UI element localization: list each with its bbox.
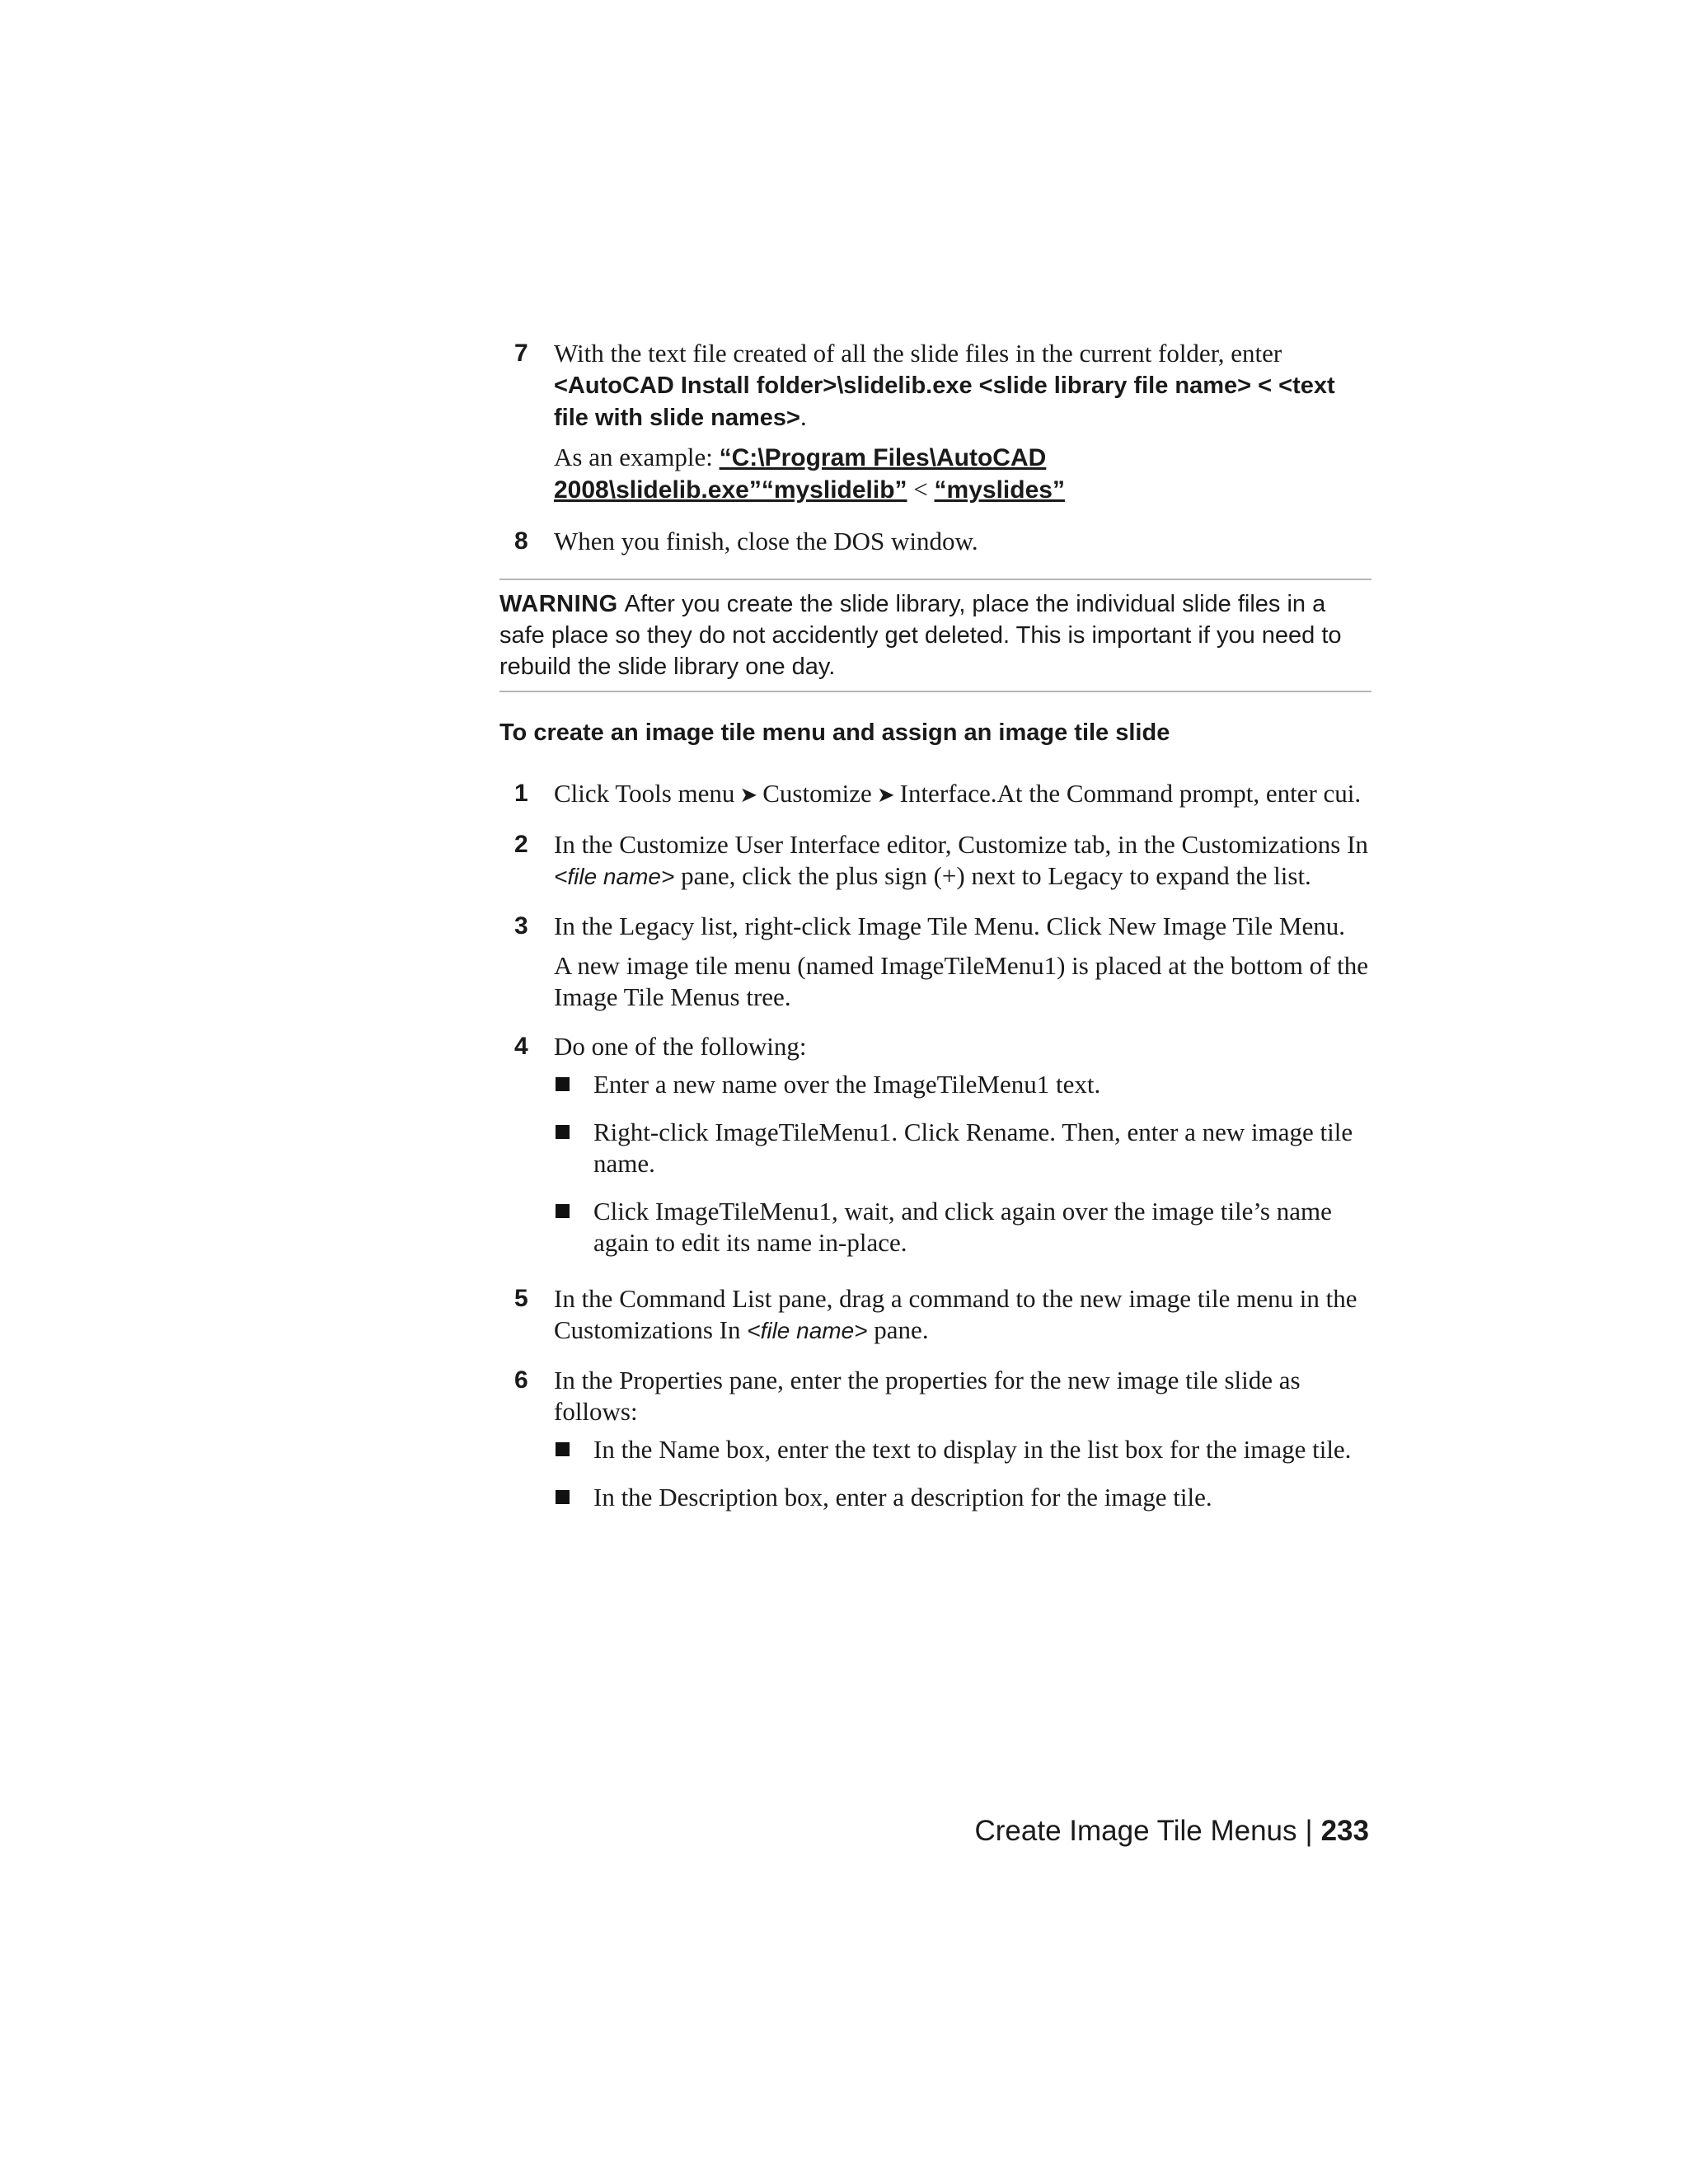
menu-path-interface: Interface.At the Command prompt, enter cui. [899,779,1362,808]
step-number: 3 [514,912,528,940]
step-3 [499,911,1372,1013]
footer-section-title: Create Image Tile Menus [974,1815,1297,1847]
step-5 [499,1283,1372,1347]
step-text: Do one of the following: [554,1032,807,1061]
bullet-text: In the Name box, enter the text to display in the list box for the image tile. [593,1435,1352,1464]
step-7 [499,338,1372,506]
step-number: 2 [514,831,528,858]
command-syntax: <AutoCAD Install folder>\slidelib.exe <slide library file name> < <text file with slide names> [554,373,1335,431]
warning-text: After you create the slide library, place the individual slide files in a safe place so they do not accidently get deleted. This is important if you need to rebuild the slide library one day. [499,591,1342,680]
step-2 [499,829,1372,893]
step-text-part: pane. [867,1315,929,1344]
warning-note [499,579,1372,692]
example-code-2: “myslides” [934,476,1065,504]
step-number: 5 [514,1285,528,1312]
page-footer [974,1813,1369,1849]
page-content [499,338,1372,1513]
step-text: In the Properties pane, enter the properties for the new image tile slide as follows: [554,1366,1301,1426]
footer-separator: | [1305,1815,1313,1847]
step-text [554,1283,1372,1347]
menu-path-customize: Customize [762,779,872,808]
example-prefix: As an example: [554,443,720,471]
step-text-part: In the Customize User Interface editor, Customize tab, in the Customizations In [554,830,1368,859]
step-text: When you finish, close the DOS window. [554,527,978,555]
example-code-1: “C:\Program Files\AutoCAD 2008\slidelib.exe”“myslidelib” [554,444,1047,504]
step-text-part: With the text file created of all the slide files in the current folder, enter [554,339,1282,368]
file-name-placeholder: <file name> [747,1318,868,1343]
menu-path-tools: Click Tools menu [554,779,735,808]
step-4 [499,1031,1372,1258]
square-bullet-icon [556,1077,570,1091]
file-name-placeholder: <file name> [554,864,675,889]
step-text [554,338,1372,434]
step-number: 7 [514,340,528,367]
step-text [554,829,1372,893]
square-bullet-icon [556,1125,570,1139]
step-text [554,778,1372,811]
step-text-part: pane, click the plus sign (+) next to Legacy to expand the list. [674,861,1311,890]
step-text-part: In the Command List pane, drag a command to the new image tile menu in the Customizations In [554,1284,1357,1344]
step-text-part: . [799,402,807,431]
bullet-text: Right-click ImageTileMenu1. Click Rename. Then, enter a new image tile name. [593,1118,1353,1178]
step-1 [499,778,1372,811]
procedure-title: To create an image tile menu and assign an image tile slide [499,719,1170,746]
menu-arrow-icon: ➤ [739,783,758,808]
warning-label: WARNING [499,591,618,617]
bullet-item [554,1069,1372,1100]
step-text: In the Legacy list, right-click Image Tile Menu. Click New Image Tile Menu. [554,912,1345,940]
bullet-item [554,1196,1372,1258]
step-subtext: A new image tile menu (named ImageTileMenu1) is placed at the bottom of the Image Tile Menus tree. [554,951,1369,1011]
square-bullet-icon [556,1204,570,1218]
step-8 [499,526,1372,557]
bullet-text: Enter a new name over the ImageTileMenu1 text. [593,1070,1101,1099]
example-operator: < [907,475,935,504]
bullet-item [554,1117,1372,1179]
square-bullet-icon [556,1490,570,1504]
square-bullet-icon [556,1442,570,1456]
bullet-text: Click ImageTileMenu1, wait, and click again over the image tile’s name again to edit its name in-place. [593,1197,1332,1257]
bullet-text: In the Description box, enter a description for the image tile. [593,1483,1212,1511]
step-number: 1 [514,780,528,807]
bullet-item [554,1434,1372,1465]
step-6 [499,1365,1372,1513]
step-number: 6 [514,1366,528,1394]
menu-arrow-icon: ➤ [876,783,895,808]
example-line [554,442,1372,506]
page-number: 233 [1320,1815,1369,1847]
step-number: 8 [514,527,528,555]
bullet-item [554,1482,1372,1513]
step-number: 4 [514,1033,528,1060]
